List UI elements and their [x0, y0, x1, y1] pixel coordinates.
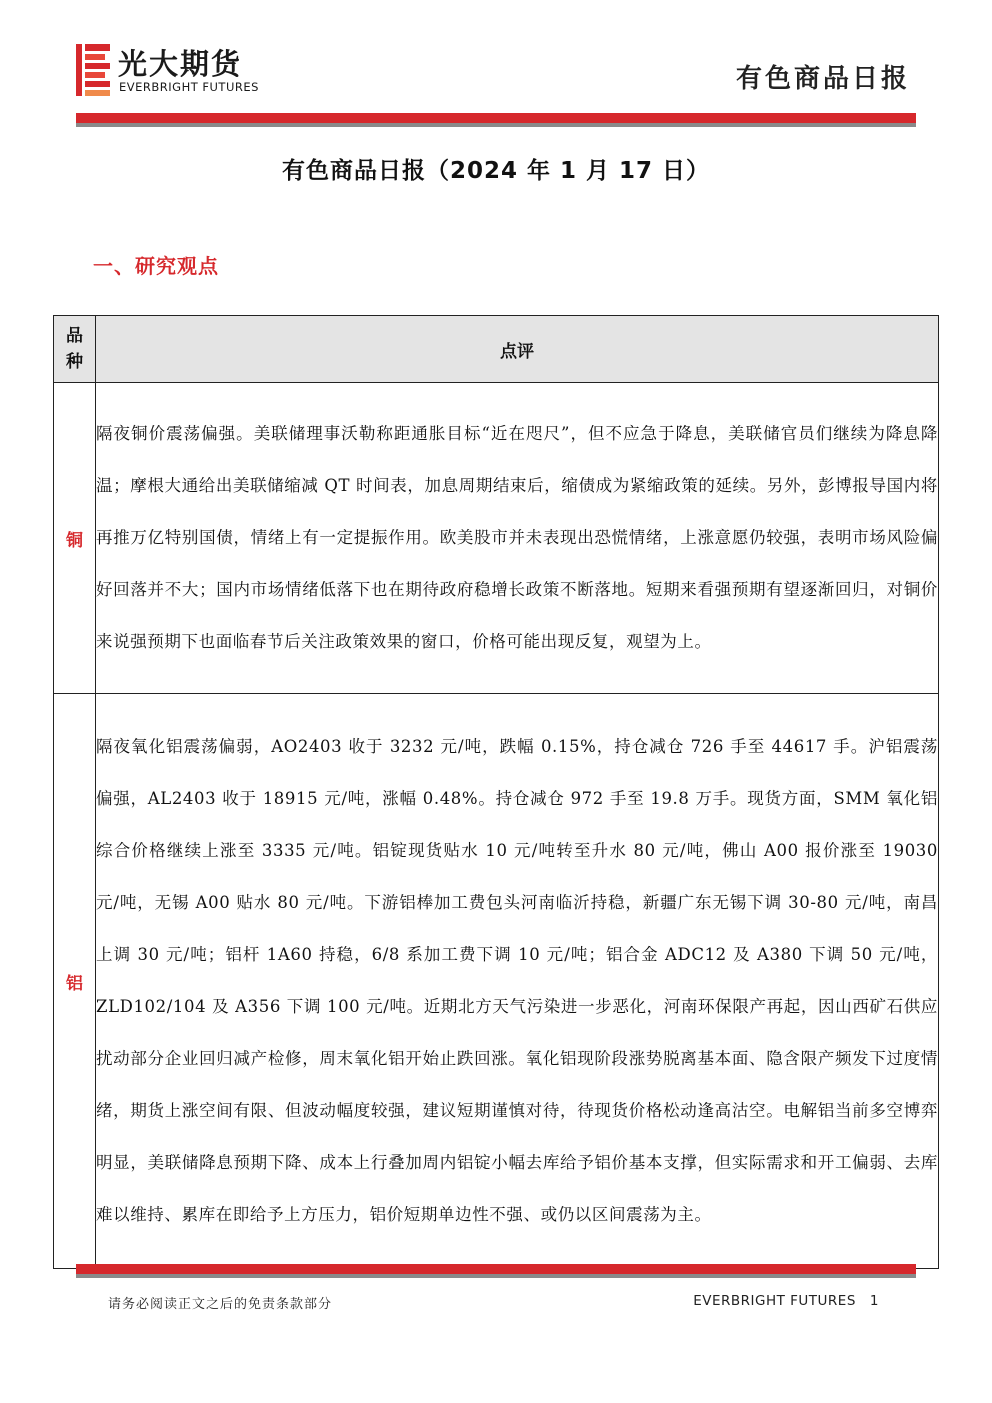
comment-cell-copper: 隔夜铜价震荡偏强。美联储理事沃勒称距通胀目标“近在咫尺”，但不应急于降息，美联储官员们继续为降息降温；摩根大通给出美联储缩减 QT 时间表，加息周期结束后，缩债成为紧缩政策的延续。另外，彭博报导国内将再推万亿特别国债，情绪上有一定提振作用。欧美股市并未表现出恐慌情绪，上涨意愿仍较强，表明市场风险偏好回落并不大；国内市场情绪低落下也在期待政府稳增长政策不断落地。短期来看强预期有望逐渐回归，对铜价来说强预期下也面临春节后关注政策效果的窗口，价格可能出现反复，观望为上。	[96, 383, 939, 694]
header-variety-cell	[54, 316, 96, 383]
variety-cell-copper: 铜	[54, 383, 96, 694]
header-variety-char: 种	[66, 352, 83, 372]
everbright-logo-icon	[76, 44, 110, 96]
comment-cell-aluminum: 隔夜氧化铝震荡偏弱，AO2403 收于 3232 元/吨，跌幅 0.15%，持仓减仓 726 手至 44617 手。沪铝震荡偏强，AL2403 收于 18915 元/吨，涨幅 0.48%。持仓减仓 972 手至 19.8 万手。现货方面，SMM 氧化铝综合价格继续上涨至 3335 元/吨。铝锭现货贴水 10 元/吨转至升水 80 元/吨，佛山 A00 报价涨至 19030 元/吨，无锡 A00 贴水 80 元/吨。下游铝棒加工费包头河南临沂持稳，新疆广东无锡下调 30-80 元/吨，南昌上调 30 元/吨；铝杆 1A60 持稳，6/8 系加工费下调 10 元/吨；铝合金 ADC12 及 A380 下调 50 元/吨，ZLD102/104 及 A356 下调 100 元/吨。近期北方天气污染进一步恶化，河南环保限产再起，因山西矿石供应扰动部分企业回归减产检修，周末氧化铝开始止跌回涨。氧化铝现阶段涨势脱离基本面、隐含限产频发下过度情绪，期货上涨空间有限、但波动幅度较强，建议短期谨慎对待，待现货价格松动逢高沽空。电解铝当前多空博弈明显，美联储降息预期下降、成本上行叠加周内铝锭小幅去库给予铝价基本支撑，但实际需求和开工偏弱、去库难以维持、累库在即给予上方压力，铝价短期单边性不强、或仍以区间震荡为主。	[96, 694, 939, 1269]
document-title: 有色商品日报（2024 年 1 月 17 日）	[281, 158, 711, 184]
logo-chinese-name: 光大期货	[118, 47, 243, 81]
research-view-table	[53, 315, 939, 1269]
footer-disclaimer: 请务必阅读正文之后的免责条款部分	[108, 1297, 333, 1312]
header-divider	[76, 113, 916, 127]
table-row	[54, 694, 939, 1269]
table-row	[54, 383, 939, 694]
footer-divider	[76, 1264, 916, 1278]
footer-company: EVERBRIGHT FUTURES	[693, 1293, 856, 1309]
company-logo	[76, 44, 306, 98]
logo-english-name: EVERBRIGHT FUTURES	[119, 80, 259, 94]
section-heading: 一、研究观点	[93, 254, 219, 278]
page-number: 1	[869, 1293, 879, 1309]
header-report-title: 有色商品日报	[735, 64, 910, 94]
table-header-row	[54, 316, 939, 383]
variety-cell-aluminum: 铝	[54, 694, 96, 1269]
header-comment-cell: 点评	[96, 316, 939, 383]
page-header	[0, 0, 992, 135]
header-variety-char: 品	[66, 326, 83, 346]
footer-right	[693, 1293, 879, 1309]
